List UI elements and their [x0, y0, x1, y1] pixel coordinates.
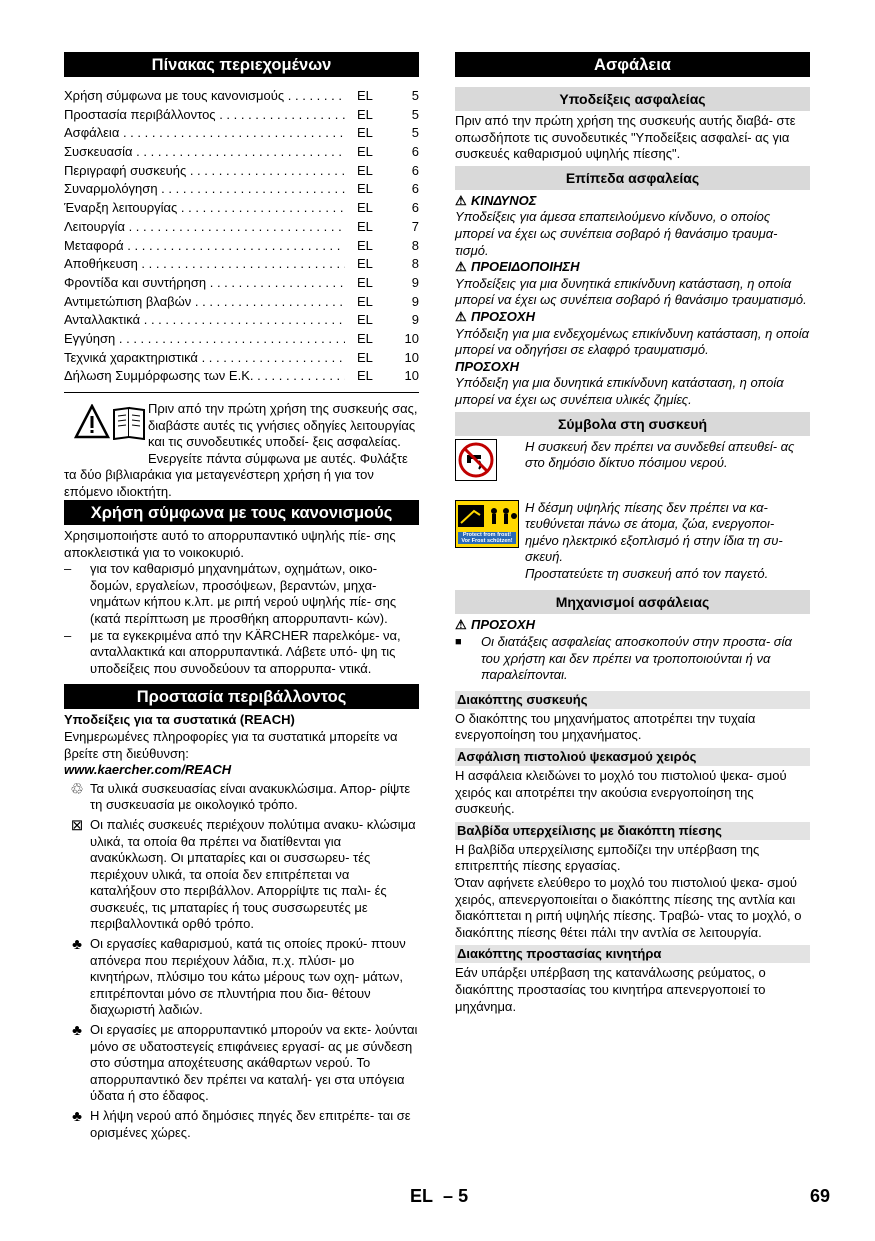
toc-lang: EL: [345, 162, 399, 181]
reach-url[interactable]: www.kaercher.com/REACH: [64, 762, 232, 778]
environment-heading: Προστασία περιβάλλοντος: [64, 684, 419, 709]
safety-heading: Ασφάλεια: [455, 52, 810, 77]
safety-hints-text: Πριν από την πρώτη χρήση της συσκευής αυτής διαβά- στε οπωσδήποτε τις συνοδευτικές "Υποδείξεις ασφαλεί- ας για συσκευές καθαρισμού υψηλής πίεσης".: [455, 113, 796, 162]
tree-icon: ♣: [72, 936, 82, 954]
table-of-contents: [64, 87, 419, 386]
level-text: Υποδείξεις για άμεσα επαπειλούμενο κίνδυνο, ο οποίος μπορεί να έχει ως συνέπεια σοβαρό ή θανάσιμο τραυμα- τισμό.: [455, 209, 778, 258]
toc-title: Δήλωση Συμμόρφωσης των Ε.Κ. . . .: [64, 367, 345, 386]
toc-heading: Πίνακας περιεχομένων: [64, 52, 419, 77]
toc-title: Ανταλλακτικά . . .: [64, 311, 345, 330]
toc-page: 9: [411, 312, 419, 328]
no-drinking-water-icon: [455, 439, 497, 481]
toc-entry[interactable]: [64, 349, 419, 368]
page-number: 69: [809, 1186, 830, 1206]
warning-icon: ⚠: [455, 259, 467, 275]
valve-text-1: Η βαλβίδα υπερχείλισης εμποδίζει την υπέρβαση της επιτρεπτής πίεσης εργασίας.: [455, 841, 760, 874]
footer-section: EL – 5: [410, 1186, 469, 1206]
toc-entry[interactable]: [64, 274, 419, 293]
toc-page: 7: [411, 218, 419, 234]
safety-levels-list: [455, 193, 810, 409]
lock-text: Η ασφάλεια κλειδώνει το μοχλό του πιστολιού ψεκα- σμού χειρός και αποτρέπει την ακούσια ενεργοποίηση της συσκευής.: [455, 768, 787, 817]
tree-icon: ♣: [72, 1022, 82, 1040]
switch-heading: Διακόπτης συσκευής: [455, 691, 810, 709]
toc-page: 10: [404, 349, 419, 365]
symbol-2-text: Η δέσμη υψηλής πίεσης δεν πρέπει να κα- τευθύνεται πάνω σε άτομα, ζώα, ενεργοποι- ημένο ηλεκτρικό εξοπλισμό ή στην ίδια τη συ- σκευή.: [525, 499, 783, 565]
toc-title: Τεχνικά χαρακτηριστικά . . .: [64, 349, 345, 368]
toc-title: Εγγύηση . . .: [64, 330, 345, 349]
toc-entry[interactable]: [64, 143, 419, 162]
toc-lang: EL: [345, 311, 399, 330]
intro-text: Πριν από την πρώτη χρήση της συσκευής σας, διαβάστε αυτές τις γνήσιες οδηγίες λειτουργίας και τις συνοδευτικές υποδεί- ξεις ασφαλείας. Ενεργείτε πάντα σύμφωνα με αυτές. Φυλάξτε τα δύο βιβλιαράκια για μεταγενέστερη χρήση ή για τον επόμενο ιδιοκτήτη.: [64, 401, 418, 499]
environment-list: [64, 781, 419, 1141]
toc-page: 10: [404, 330, 419, 346]
level-label: ⚠ ΠΡΟΣΟΧΗ: [455, 308, 535, 324]
toc-page: 6: [411, 162, 419, 178]
warning-icon: ⚠: [455, 192, 467, 208]
toc-page: 6: [411, 144, 419, 160]
warning-book-icon: [74, 404, 146, 440]
symbols-heading: Σύμβολα στη συσκευή: [455, 412, 810, 436]
divider: [64, 392, 419, 393]
toc-title: Φροντίδα και συντήρηση . . .: [64, 274, 345, 293]
toc-lang: EL: [345, 330, 399, 349]
switch-text: Ο διακόπτης του μηχανήματος αποτρέπει την τυχαία ενεργοποίηση του μηχανήματος.: [455, 710, 756, 743]
toc-entry[interactable]: [64, 124, 419, 143]
toc-lang: EL: [345, 237, 399, 256]
symbol-1-text: Η συσκευή δεν πρέπει να συνδεθεί απευθεί- ας στο δημόσιο δίκτυο πόσιμου νερού.: [525, 438, 795, 471]
toc-lang: EL: [345, 106, 399, 125]
right-column: [455, 52, 810, 1015]
safety-levels-heading: Επίπεδα ασφαλείας: [455, 166, 810, 190]
list-item: ♣ Οι εργασίες με απορρυπαντικό μπορούν να εκτε- λούνται μόνο σε υδατοστεγείς επιφάνειες εργασί- ας με σύνδεση στο σύστημα αποχέτευσης ακάθαρτων νερού. Το απορρυπαντικό δεν πρέπει να καταλή- γει στα υπόγεια ύδατα ή στο έδαφος.: [64, 1022, 419, 1105]
tree-icon: ♣: [72, 1108, 82, 1125]
toc-lang: EL: [345, 274, 399, 293]
toc-entry[interactable]: [64, 87, 419, 106]
toc-title: Λειτουργία . . .: [64, 218, 345, 237]
toc-title: Αποθήκευση . . .: [64, 255, 345, 274]
level-label: ⚠ ΠΡΟΕΙΔΟΠΟΙΗΣΗ: [455, 259, 580, 275]
list-item: ♣ Οι εργασίες καθαρισμού, κατά τις οποίες προκύ- πτουν απόνερα που περιέχουν λάδια, π.χ. πλύσι- μο κινητήρων, πλύσιμο του κάτω μέρους των οχη- μάτων, επιτρέπονται μόνο σε πλυντήρια που δια- θέτουν διαχωριστή λαδιών.: [64, 936, 419, 1019]
toc-lang: EL: [345, 143, 399, 162]
toc-lang: EL: [345, 293, 399, 312]
toc-entry[interactable]: [64, 106, 419, 125]
level-label: ΠΡΟΣΟΧΗ: [455, 358, 519, 374]
toc-page: 5: [411, 106, 419, 122]
mech-label: ⚠ ΠΡΟΣΟΧΗ: [455, 617, 535, 633]
list-item: – με τα εγκεκριμένα από την KÄRCHER παρελκόμε- να, ανταλλακτικά και απορρυπαντικά. Λάβετε υπό- ψη τις υποδείξεις που συνοδεύουν τα απορρυπα- ντικά.: [64, 627, 401, 676]
level-text: Υπόδειξη για μια ενδεχομένως επικίνδυνη κατάσταση, η οποία μπορεί να οδηγήσει σε ελαφρό τραυματισμό.: [455, 325, 810, 358]
toc-title: Περιγραφή συσκευής . . .: [64, 162, 345, 181]
toc-page: 5: [411, 125, 419, 141]
usage-intro: Χρησιμοποιήστε αυτό το απορρυπαντικό υψηλής πίε- σης αποκλειστικά για το νοικοκυριό.: [64, 528, 396, 560]
toc-title: Προστασία περιβάλλοντος . . .: [64, 106, 345, 125]
toc-lang: EL: [345, 124, 399, 143]
toc-entry[interactable]: [64, 199, 419, 218]
toc-entry[interactable]: [64, 162, 419, 181]
toc-page: 8: [411, 256, 419, 272]
square-bullet-icon: ■: [455, 636, 462, 649]
toc-entry[interactable]: [64, 180, 419, 199]
toc-lang: EL: [345, 87, 399, 106]
toc-lang: EL: [345, 255, 399, 274]
toc-entry[interactable]: [64, 237, 419, 256]
toc-lang: EL: [345, 218, 399, 237]
valve-heading: Βαλβίδα υπερχείλισης με διακόπτη πίεσης: [455, 822, 810, 840]
symbol-2-note: Προστατεύετε τη συσκευή από τον παγετό.: [525, 565, 769, 581]
intro-block: [64, 401, 419, 500]
toc-entry[interactable]: [64, 311, 419, 330]
motor-heading: Διακόπτης προστασίας κινητήρα: [455, 945, 810, 963]
reach-text: Ενημερωμένες πληροφορίες για τα συστατικά μπορείτε να βρείτε στη διεύθυνση:: [64, 728, 398, 761]
toc-entry[interactable]: [64, 367, 419, 386]
valve-text-2: Όταν αφήνετε ελεύθερο το μοχλό του πιστολιού ψεκα- σμού χειρός, απενεργοποιείται ο διακόπτης πίεσης της αντλία και διακόπτεται η ριπή υψηλής πίεσης. Τραβώ- ντας το μοχλό, ο διακόπτης πίεσης θέτει πάλι την αντλία σε λειτουργία.: [455, 875, 802, 940]
safety-hints-heading: Υποδείξεις ασφαλείας: [455, 87, 810, 111]
toc-page: 5: [411, 88, 419, 103]
warning-icon: ⚠: [455, 308, 467, 324]
sticker-line-2: Vor Frost schützen!: [461, 537, 513, 544]
level-text: Υποδείξεις για μια δυνητικά επικίνδυνη κατάσταση, η οποία μπορεί να έχει ως συνέπεια σοβαρό ή θανάσιμο τραυματισμό.: [455, 275, 807, 308]
toc-page: 8: [411, 237, 419, 253]
toc-title: Αντιμετώπιση βλαβών . . .: [64, 293, 345, 312]
toc-page: 9: [411, 293, 419, 309]
lock-heading: Ασφάλιση πιστολιού ψεκασμού χειρός: [455, 748, 810, 766]
crossed-bin-icon: ⊠: [70, 816, 84, 834]
list-item: ■ Οι διατάξεις ασφαλείας αποσκοπούν στην προστα- σία του χρήστη και δεν πρέπει να τροποποιούνται ή να παραλείπονται.: [455, 634, 792, 683]
toc-title: Χρήση σύμφωνα με τους κανονισμούς . . .: [64, 87, 345, 106]
list-item: – για τον καθαρισμό μηχανημάτων, οχημάτων, οικο- δομών, εργαλείων, προσόψεων, βεραντών, μηχα- νημάτων κήπου κ.λπ. με ριπή νερού υψηλής πίε- σης (κατά περίπτωση με προσθήκη απορρυπαντι- κών).: [64, 561, 397, 626]
level-text: Υπόδειξη για μια δυνητικά επικίνδυνη κατάσταση, η οποία μπορεί να έχει ως συνέπεια υλικές ζημίες.: [455, 375, 784, 407]
toc-title: Ασφάλεια . . .: [64, 124, 345, 143]
sticker-line-1: Protect from frost!: [462, 531, 512, 538]
left-column: [64, 52, 419, 1141]
level-label: ⚠ ΚΙΝΔΥΝΟΣ: [455, 192, 537, 208]
toc-lang: EL: [345, 349, 399, 368]
toc-title: Συναρμολόγηση . . .: [64, 180, 345, 199]
toc-lang: EL: [345, 367, 399, 386]
symbol-row: [455, 500, 810, 583]
toc-entry[interactable]: [64, 255, 419, 274]
recycle-icon: ♲: [70, 780, 84, 798]
toc-title: Συσκευασία . . .: [64, 143, 345, 162]
toc-page: 6: [411, 181, 419, 197]
list-item: ♲ Τα υλικά συσκευασίας είναι ανακυκλώσιμα. Απορ- ρίψτε τη συσκευασία με οικολογικό τρόπο.: [64, 781, 419, 814]
usage-heading: Χρήση σύμφωνα με τους κανονισμούς: [64, 500, 419, 525]
toc-lang: EL: [345, 180, 399, 199]
symbol-row: [455, 439, 810, 497]
list-item: ⊠ Οι παλιές συσκευές περιέχουν πολύτιμα ανακυ- κλώσιμα υλικά, τα οποία θα πρέπει να διατίθενται για ανακύκλωση. Οι μπαταρίες και οι συσσωρευ- τές περιέχουν υλικά, τα οποία δεν επιτρέπεται να καταλήξουν στο περιβάλλον. Απορρίψτε τις παλι- ές συσκευές, τις μπαταρίες ή τους συσσωρευτές με περιβαλλοντικά ορθό τρόπο.: [64, 817, 419, 933]
toc-entry[interactable]: [64, 293, 419, 312]
toc-page: 9: [411, 274, 419, 290]
toc-entry[interactable]: [64, 218, 419, 237]
toc-title: Μεταφορά . . .: [64, 237, 345, 256]
toc-page: 10: [404, 368, 419, 384]
warning-icon: ⚠: [455, 617, 467, 633]
motor-text: Εάν υπάρξει υπέρβαση της κατανάλωσης ρεύματος, ο διακόπτης προστασίας του κινητήρα απενεργοποιεί το μηχάνημα.: [455, 965, 766, 1014]
reach-title: Υποδείξεις για τα συστατικά (REACH): [64, 712, 295, 728]
mechanisms-heading: Μηχανισμοί ασφάλειας: [455, 590, 810, 614]
toc-page: 6: [411, 200, 419, 216]
toc-entry[interactable]: [64, 330, 419, 349]
toc-title: Έναρξη λειτουργίας . . .: [64, 199, 345, 218]
list-item: ♣ Η λήψη νερού από δημόσιες πηγές δεν επιτρέπε- ται σε ορισμένες χώρες.: [64, 1108, 419, 1141]
toc-lang: EL: [345, 199, 399, 218]
warning-sticker-icon: [455, 500, 519, 548]
